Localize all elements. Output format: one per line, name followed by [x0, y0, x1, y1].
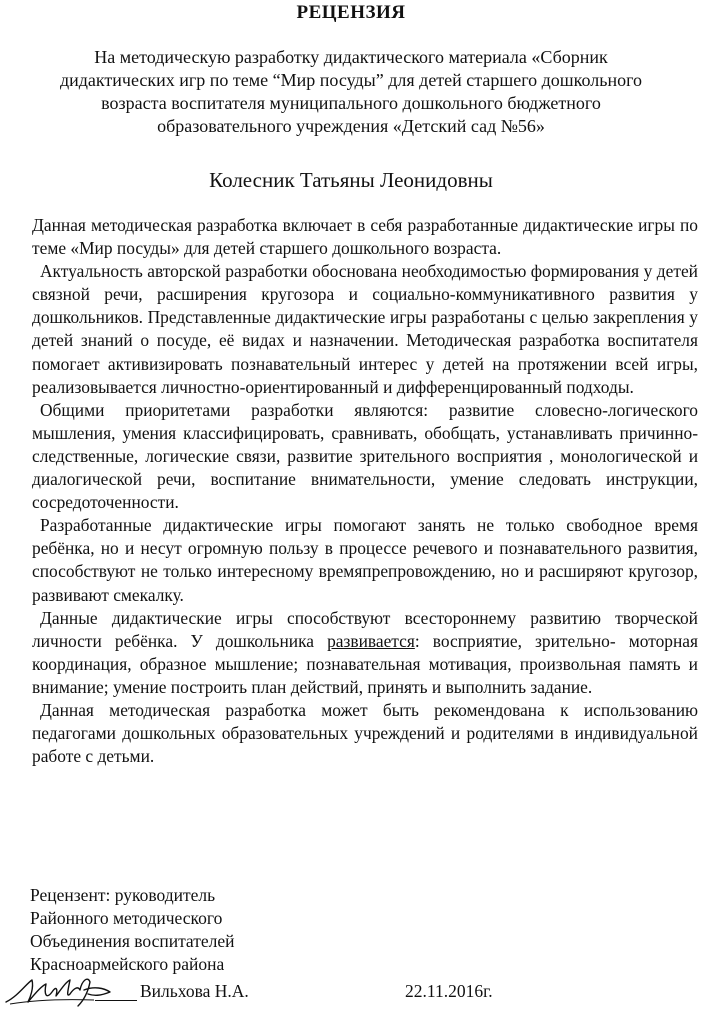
- reviewer-line-1: Рецензент: руководитель: [30, 885, 216, 905]
- paragraph-5-start: Данные дидактические игры способствуют всестороннему развитию творческой личности ребёнка. У дошкольника: [32, 607, 698, 651]
- reviewer-line-3: Объединения воспитателей: [30, 931, 235, 951]
- handwritten-signature: [4, 972, 134, 1012]
- document-title: РЕЦЕНЗИЯ: [296, 2, 406, 23]
- underlined-word: развивается: [327, 630, 415, 651]
- author-name: Колесник Татьяны Леонидовны: [209, 168, 493, 192]
- review-date: 22.11.2016г.: [405, 981, 493, 1001]
- paragraph-1: Данная методическая разработка включает в себя разработанные дидактические игры по теме «Мир посуды» для детей старшего дошкольного возраста.: [32, 215, 698, 259]
- review-body: [32, 214, 698, 768]
- reviewer-line-2: Районного методического: [30, 908, 223, 928]
- document-subtitle: На методическую разработку дидактического материала «Сборник дидактических игр по теме “Мир посуды” для детей старшего дошкольного возраста воспитателя муниципального дошкольного бюджетного образовательного учреждения «Детский сад №56»: [59, 47, 643, 136]
- paragraph-5: [32, 607, 698, 699]
- paragraph-3: Общими приоритетами разработки являются: развитие словесно-логического мышления, умения классифицировать, сравнивать, обобщать, устанавливать причинно-следственные, логические связи, развитие зрительного восприятия , монологической и диалогической речи, воспитание внимательности, умение следовать инструкции, сосредоточенности.: [32, 399, 698, 513]
- reviewer-name: Вильхова Н.А.: [140, 981, 249, 1001]
- signature-row: [0, 972, 702, 1012]
- reviewer-line-4: Красноармейского района: [30, 954, 225, 974]
- paragraph-5-end: : восприятие, зрительно- моторная координация, образное мышление; познавательная мотивация, произвольная память и внимание; умение построить план действий, принять и выполнить задание.: [32, 630, 698, 697]
- paragraph-6: Данная методическая разработка может быть рекомендована к использованию педагогами дошкольных образовательных учреждений и родителями в индивидуальной работе с детьми.: [32, 699, 698, 767]
- paragraph-2: Актуальность авторской разработки обоснована необходимостью формирования у детей связной речи, расширения кругозора и социально-коммуникативного развития у дошкольников. Представленные дидактические игры разработаны с целью закрепления у детей знаний о посуде, её видах и назначении. Методическая разработка воспитателя помогает активизировать познавательный интерес у детей на протяжении всей игры, реализовывается личностно-ориентированный и дифференцированный подходы.: [32, 261, 698, 397]
- paragraph-4: Разработанные дидактические игры помогают занять не только свободное время ребёнка, но и несут огромную пользу в процессе речевого и познавательного развития, способствуют не только интересному времяпрепровождению, но и расширяют кругозор, развивают смекалку.: [32, 515, 698, 605]
- signature-line: [95, 1000, 137, 1001]
- reviewer-block: [30, 884, 235, 976]
